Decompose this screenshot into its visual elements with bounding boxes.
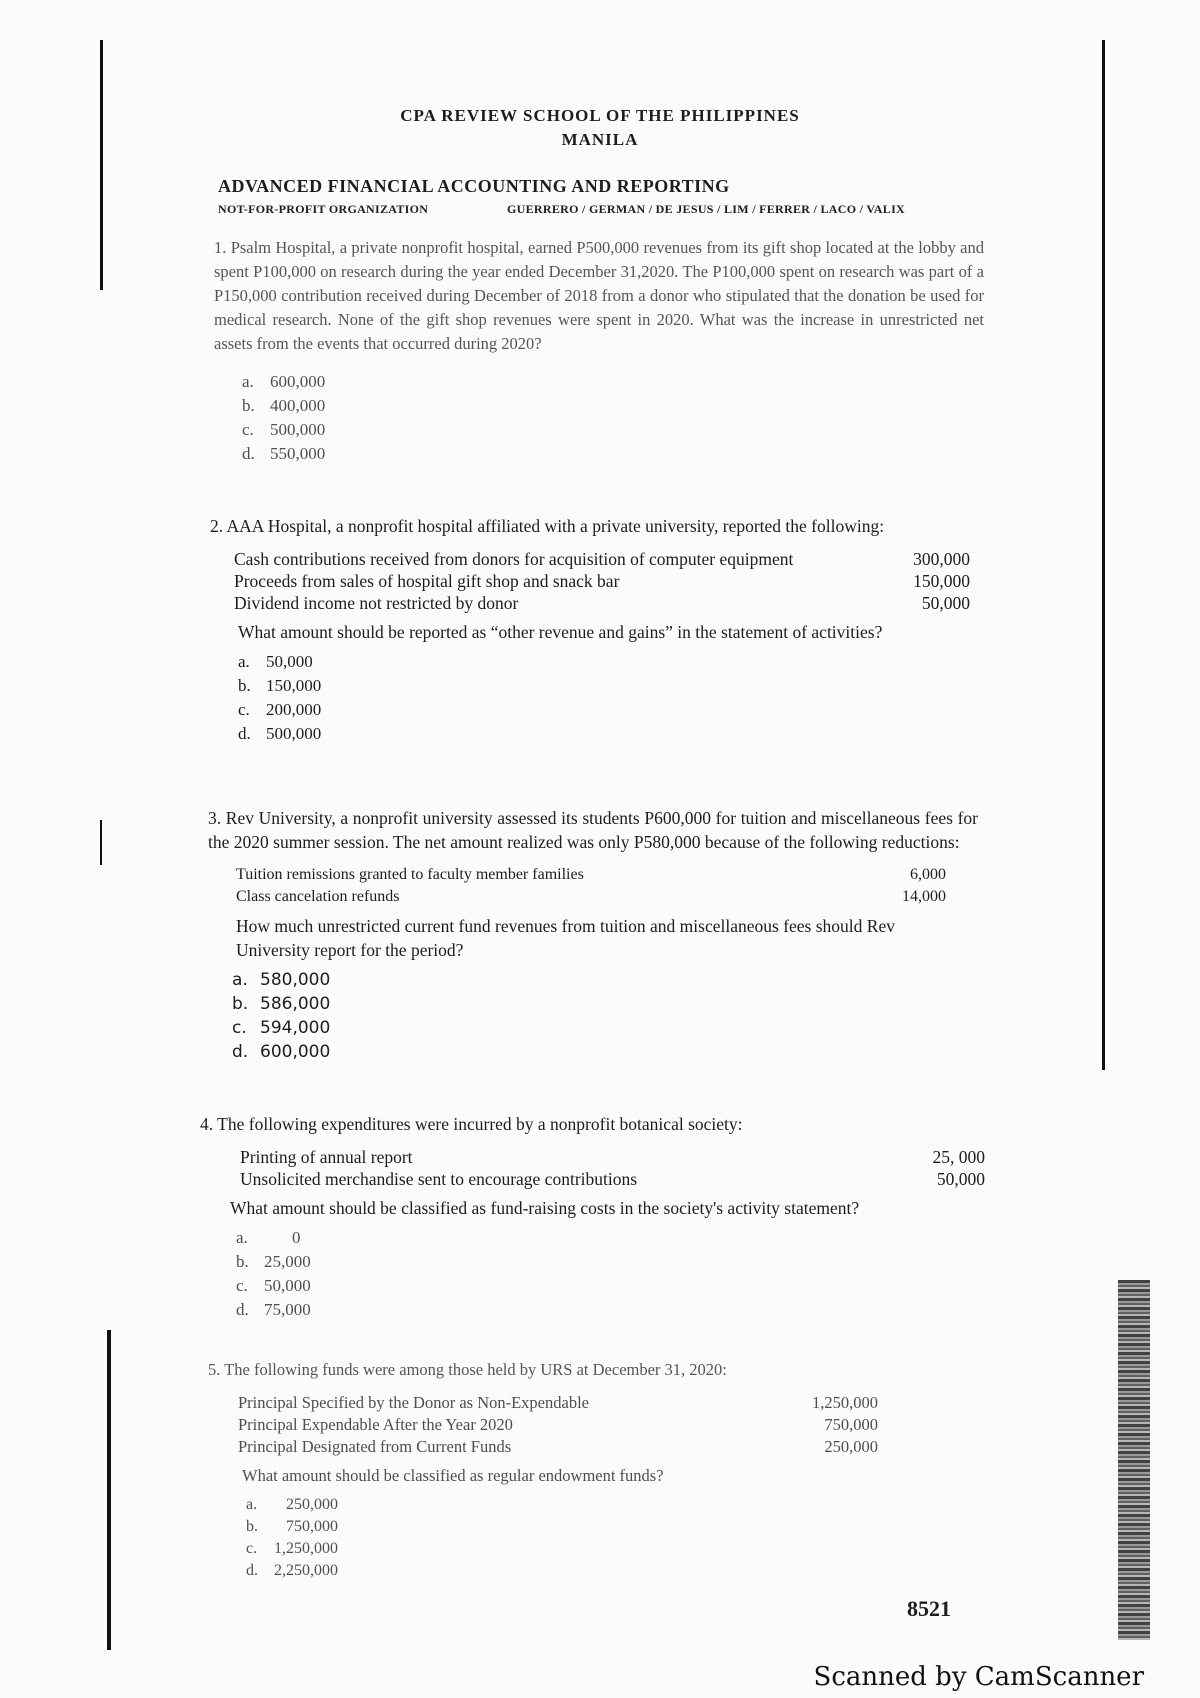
question-prompt: What amount should be reported as “other revenue and gains” in the statement of activities? [238, 622, 883, 642]
choice-c: c. 594,000 [232, 1018, 331, 1038]
question-1 [214, 236, 984, 466]
choice-a: a. 580,000 [232, 970, 331, 990]
authors-line: GUERRERO / GERMAN / DE JESUS / LIM / FERRER / LACO / VALIX [507, 202, 906, 216]
choices [236, 1226, 990, 1322]
item-list [236, 864, 946, 908]
question-2 [210, 514, 970, 746]
choice-d: d. 550,000 [242, 444, 326, 463]
choice-a: a. 0 [236, 1228, 301, 1247]
item-list [240, 1146, 985, 1190]
choices [238, 650, 970, 746]
question-text: 3. Rev University, a nonprofit university assessed its students P600,000 for tuition and miscellaneous fees for the 2020 summer session. The net amount realized was only P580,000 because of the following reductions: [208, 808, 978, 852]
choice-d: d. 500,000 [238, 724, 322, 743]
choice-c: c. 1,250,000 [246, 1540, 338, 1557]
scan-edge-left-top [100, 40, 103, 290]
item-list [238, 1392, 878, 1458]
choice-a: a. 50,000 [238, 652, 313, 671]
choice-b: b. 25,000 [236, 1252, 311, 1271]
question-text: 1. Psalm Hospital, a private nonprofit hospital, earned P500,000 revenues from its gift shop located at the lobby and spent P100,000 on research during the year ended December 31,2020. The P100,000 spent on research was part of a P150,000 contribution received during December of 2018 from a donor who stipulated that the donation be used for medical research. None of the gift shop revenues were spent in 2020. What was the increase in unrestricted net assets from the events that occurred during 2020? [214, 238, 984, 353]
scan-edge-right-top [1102, 40, 1105, 1070]
choices [232, 968, 978, 1064]
item-row: Principal Specified by the Donor as Non-Expendable 1,250,000 [238, 1393, 878, 1412]
page-number: 8521 [907, 1596, 951, 1621]
item-list [234, 548, 970, 614]
item-row: Dividend income not restricted by donor 50,000 [234, 593, 970, 613]
choice-c: c. 500,000 [242, 420, 326, 439]
choices [242, 370, 984, 466]
choice-d: d. 600,000 [232, 1042, 331, 1062]
item-row: Printing of annual report 25, 000 [240, 1147, 985, 1167]
question-3 [208, 806, 978, 1064]
scan-edge-right-noise [1118, 1280, 1150, 1640]
item-row: Unsolicited merchandise sent to encourage contributions 50,000 [240, 1169, 985, 1189]
scanner-stamp: Scanned by CamScanner [813, 1662, 1144, 1692]
school-city: MANILA [561, 130, 639, 149]
question-5 [208, 1358, 888, 1582]
choice-b: b. 400,000 [242, 396, 326, 415]
choice-b: b. 586,000 [232, 994, 331, 1014]
choice-c: c. 200,000 [238, 700, 322, 719]
item-row: Class cancelation refunds 14,000 [236, 888, 946, 905]
item-row: Tuition remissions granted to faculty member families 6,000 [236, 866, 946, 883]
question-4 [200, 1112, 990, 1322]
scan-edge-left-bottom [107, 1330, 111, 1650]
item-row: Cash contributions received from donors for acquisition of computer equipment 300,000 [234, 549, 970, 569]
question-prompt: How much unrestricted current fund revenues from tuition and miscellaneous fees should Rev University report for the period? [236, 916, 895, 960]
question-text: 5. The following funds were among those held by URS at December 31, 2020: [208, 1360, 727, 1379]
question-prompt: What amount should be classified as regular endowment funds? [242, 1466, 664, 1485]
item-row: Principal Designated from Current Funds 250,000 [238, 1437, 878, 1456]
question-prompt: What amount should be classified as fund-raising costs in the society's activity statement? [230, 1198, 860, 1218]
item-row: Proceeds from sales of hospital gift shop and snack bar 150,000 [234, 571, 970, 591]
question-text: 2. AAA Hospital, a nonprofit hospital affiliated with a private university, reported the following: [210, 516, 885, 536]
question-text: 4. The following expenditures were incurred by a nonprofit botanical society: [200, 1114, 743, 1134]
choice-a: a. 600,000 [242, 372, 326, 391]
choice-a: a. 250,000 [246, 1496, 338, 1513]
choices [246, 1494, 888, 1582]
choice-c: c. 50,000 [236, 1276, 311, 1295]
item-row: Principal Expendable After the Year 2020 750,000 [238, 1415, 878, 1434]
school-name: CPA REVIEW SCHOOL OF THE PHILIPPINES [400, 106, 800, 125]
choice-b: b. 150,000 [238, 676, 322, 695]
choice-d: d. 2,250,000 [246, 1562, 338, 1579]
choice-b: b. 750,000 [246, 1518, 338, 1535]
topic-title: NOT-FOR-PROFIT ORGANIZATION [218, 202, 429, 216]
choice-d: d. 75,000 [236, 1300, 311, 1319]
scan-edge-left-mid [100, 820, 102, 865]
course-title: ADVANCED FINANCIAL ACCOUNTING AND REPORTING [218, 176, 730, 196]
